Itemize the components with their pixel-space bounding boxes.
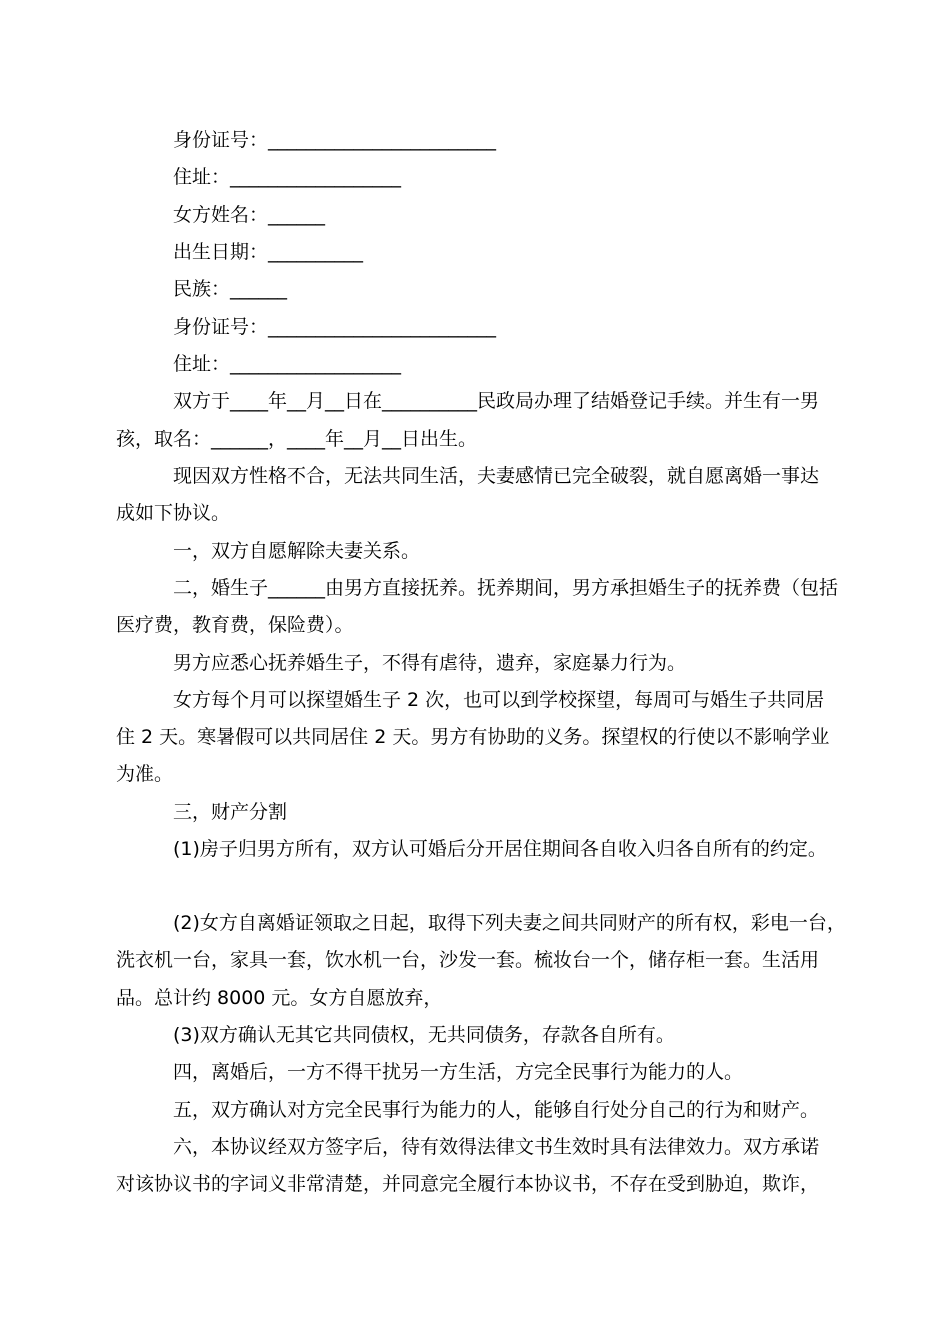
visitation-line-end: 为准。 [116, 763, 174, 785]
id-number-line-1: 身份证号：________________________ [173, 129, 497, 151]
marriage-registration-line: 双方于____年__月__日在__________民政局办理了结婚登记手续。并生有一男 [173, 390, 820, 412]
property-item-3: (3)双方确认无其它共同债权，无共同债务，存款各自所有。 [173, 1024, 675, 1046]
id-number-line-2: 身份证号：________________________ [173, 316, 497, 338]
address-line-2: 住址：__________________ [173, 353, 402, 375]
clause-two-cont: 医疗费，教育费，保险费）。 [116, 614, 354, 636]
address-line-1: 住址：__________________ [173, 166, 402, 188]
clause-six-cont: 对该协议书的字词义非常清楚，并同意完全履行本协议书，不存在受到胁迫，欺诈， [116, 1173, 820, 1195]
clause-six: 六，本协议经双方签字后，待有效得法律文书生效时具有法律效力。双方承诺 [173, 1136, 820, 1158]
child-name-line: 孩，取名：______，____年__月__日出生。 [116, 428, 478, 450]
clause-three-heading: 三，财产分割 [173, 801, 288, 823]
clause-four: 四，离婚后，一方不得干扰另一方生活，方完全民事行为能力的人。 [173, 1061, 744, 1083]
clause-two: 二，婚生子______由男方直接抚养。抚养期间，男方承担婚生子的抚养费（包括 [173, 577, 839, 599]
visitation-line-cont: 住 2 天。寒暑假可以共同居住 2 天。男方有协助的义务。探望权的行使以不影响学业 [116, 726, 830, 748]
custody-duty-line: 男方应悉心抚养婚生子，不得有虐待，遗弃，家庭暴力行为。 [173, 652, 687, 674]
clause-one: 一，双方自愿解除夫妻关系。 [173, 540, 421, 562]
property-item-2: (2)女方自离婚证领取之日起，取得下列夫妻之间共同财产的所有权，彩电一台， [173, 912, 846, 934]
divorce-reason-line: 现因双方性格不合，无法共同生活，夫妻感情已完全破裂，就自愿离婚一事达 [173, 465, 820, 487]
ethnicity-line: 民族：______ [173, 278, 288, 300]
property-item-2-cont: 洗衣机一台，家具一套，饮水机一台，沙发一套。梳妆台一个，储存柜一套。生活用 [116, 949, 820, 971]
clause-five: 五，双方确认对方完全民事行为能力的人，能够自行处分自己的行为和财产。 [173, 1099, 820, 1121]
property-item-2-end: 品。总计约 8000 元。女方自愿放弃， [116, 987, 443, 1009]
property-item-1: (1)房子归男方所有，双方认可婚后分开居住期间各自收入归各自所有的约定。 [173, 838, 827, 860]
divorce-reason-line-cont: 成如下协议。 [116, 502, 231, 524]
female-name-line: 女方姓名：______ [173, 204, 326, 226]
birth-date-line: 出生日期：__________ [173, 241, 364, 263]
visitation-line: 女方每个月可以探望婚生子 2 次，也可以到学校探望，每周可与婚生子共同居 [173, 689, 825, 711]
